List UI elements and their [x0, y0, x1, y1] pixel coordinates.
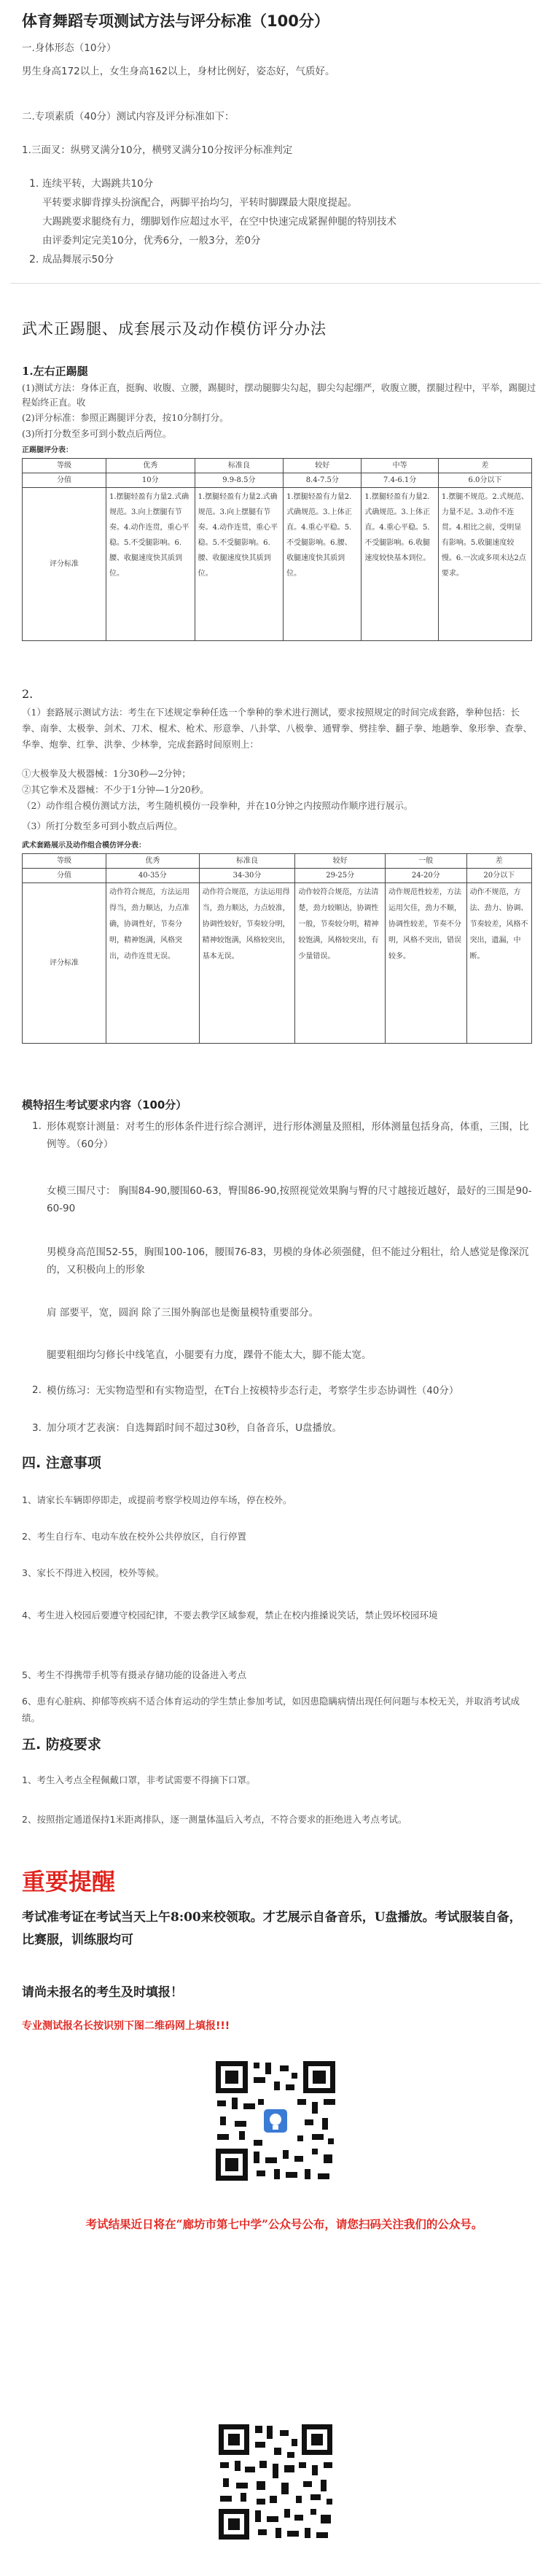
list-item: 成品舞展示50分 [42, 254, 114, 265]
table-cell: 9.9-8.5分 [195, 473, 284, 488]
section-1-body: 男生身高172以上，女生身高162以上，身材比例好，姿态好，气质好。 [22, 66, 335, 77]
section-4-number: 2. [22, 687, 34, 701]
list-item: 连续平转，大踢跳共10分 [42, 178, 154, 190]
table-header: 标准良 [195, 459, 284, 473]
table-cell: 1.摆腿轻盈有力量2.式确规范。3.向上摆腿有节奏。4.动作连贯，重心平稳。5.不受腿影响。6.腰、收腿速度快其质到位。 [195, 488, 284, 641]
important-note: 请尚未报名的考生及时填报！ [22, 1985, 183, 2000]
list-number: 1. [29, 178, 39, 190]
table-cell: 20分以下 [466, 869, 531, 883]
table-cell: 分值 [23, 869, 106, 883]
table-cell: 1.摆腿轻盈有力量2.式确规范。3.向上摆腿有节奏。4.动作连贯，重心平稳。5.不受腿影响。6.腰、收腿速度快其质到位。 [106, 488, 195, 641]
section-4-line: （2）动作组合模仿测试方法，考生随机模仿一段拳种，并在10分钟之内按照动作顺序进行展示。 [22, 800, 413, 811]
list-item: 形体观察计测量：对考生的形体条件进行综合测评，进行形体测量及照相，形体测量包括身高，体重，三围，比例等。（60分） [47, 1121, 529, 1150]
table-row [23, 854, 532, 869]
section-4-line: （3）所打分数至多可到小数点后两位。 [22, 820, 183, 831]
list-item: 大踢跳要求腿绕有力，绷脚划作应超过水平，在空中快速完成紧握伸腿的特别技术 [42, 216, 396, 228]
qr-code-icon[interactable] [210, 2055, 341, 2187]
section-4-line: （1）套路展示测试方法：考生在下述规定拳种任选一个拳种的拳术进行测试，要求按照规定的时间完成套路，拳种包括：长拳、南拳、太极拳、剑术、刀术、棍术、枪术、形意拳、八卦掌、八极拳、通臂拳、劈挂拳、翻子拳、地趟拳、象形拳、查拳、华拳、炮拳、红拳、洪拳、少林拳，完成套路时间原则上： [22, 707, 533, 750]
section-7-heading: 五. 防疫要求 [22, 1737, 101, 1753]
table-row [23, 459, 532, 473]
list-item: 女模三围尺寸： 胸围84-90,腰围60-63，臀围86-90,按照视觉效果胸与臀的尺寸越接近越好，最好的三围是90-60-90 [47, 1185, 532, 1214]
notice-item: 1、请家长车辆即停即走，或提前考察学校周边停车场，停在校外。 [22, 1494, 292, 1505]
section-5-heading: 模特招生考试要求内容（100分） [22, 1098, 187, 1112]
section-1-heading: 一.身体形态（10分） [22, 42, 117, 54]
table-header: 等级 [23, 459, 106, 473]
table-cell: 评分标准 [23, 488, 106, 641]
notice-item: 6、患有心脏病、抑郁等疾病不适合体育运动的学生禁止参加考试，如因患隐瞒病情出现任何问题与本校无关，并取消考试成绩。 [22, 1696, 520, 1723]
routine-score-table [22, 853, 532, 1044]
qr-code-icon [214, 2420, 337, 2544]
table-cell: 7.4-6.1分 [362, 473, 438, 488]
table-caption: 武术套路展示及动作组合模仿评分表： [22, 842, 146, 850]
list-number: 2. [32, 1384, 42, 1396]
table-header: 优秀 [106, 854, 200, 869]
table-cell: 29-25分 [295, 869, 386, 883]
list-item: 腿要粗细均匀修长中线笔直，小腿要有力度，踝骨不能太大，脚不能太宽。 [47, 1349, 372, 1361]
list-item: 男模身高范围52-55，胸围100-106，腰围76-83，男模的身体必须强健，但不能过分粗壮，给人感觉是像深沉的，又积极向上的形象 [47, 1246, 529, 1276]
section-3-title: 武术正踢腿、成套展示及动作模仿评分办法 [22, 320, 327, 338]
notice-item: 4、考生进入校园后要遵守校园纪律，不要去教学区域参观，禁止在校内推搡说笑话，禁止毁坏校园环境 [22, 1610, 438, 1621]
table-cell: 1.摆腿轻盈有力量2.式确规范。3.上体正直。4.重心平稳。5.不受腿影响。6.腰、收腿速度快其质到位。 [284, 488, 362, 641]
table-row [23, 488, 532, 641]
table-cell: 动作不规范，方法、劲力、协调、节奏较差，风格不突出，遗漏，中断。 [466, 883, 531, 1044]
list-item: 肩 部要平，宽，圆润 除了三围外胸部也是衡量模特重要部分。 [47, 1307, 319, 1319]
notice-item: 3、家长不得进入校园，校外等候。 [22, 1567, 165, 1578]
table-header: 差 [466, 854, 531, 869]
table-row [23, 473, 532, 488]
qr-code-icon[interactable] [214, 2420, 337, 2544]
epidemic-item: 2、按照指定通道保持1米距离排队，逐一测量体温后入考点，不符合要求的拒绝进入考点考试。 [22, 1814, 407, 1825]
table-cell: 10分 [106, 473, 195, 488]
section-6-heading: 四. 注意事项 [22, 1455, 101, 1471]
section-4-line: ②其它拳术及器械：不少于1分钟—1分20秒。 [22, 784, 209, 795]
section-3-line: (1)测试方法：身体正直，挺胸、收腹、立腰，踢腿时，摆动腿脚尖勾起，脚尖勾起绷严，收腹立腰，摆腿过程中，平举，踢腿过程始终正直。收 [22, 382, 536, 408]
table-header: 差 [438, 459, 531, 473]
table-cell: 分值 [23, 473, 106, 488]
section-2-heading: 二.专项素质（40分）测试内容及评分标准如下： [22, 111, 235, 123]
section-4-line: ①大极拳及大极器械：1分30秒—2分钟； [22, 768, 191, 779]
epidemic-item: 1、考生入考点全程佩戴口罩，非考试需要不得摘下口罩。 [22, 1774, 256, 1785]
qr-code-icon [210, 2055, 341, 2187]
divider [10, 283, 541, 284]
table-cell: 34-30分 [199, 869, 295, 883]
important-heading: 重要提醒 [22, 1868, 116, 1896]
section-3-line: (2)评分标准：参照正踢腿评分表，按10分制打分。 [22, 412, 229, 423]
kick-score-table [22, 458, 532, 641]
section-3-subheading: 1.左右正踢腿 [22, 365, 88, 378]
table-header: 中等 [362, 459, 438, 473]
table-caption: 正踢腿评分表： [22, 446, 73, 454]
table-row [23, 883, 532, 1044]
signup-prompt: 专业测试报名长按识别下图二维码网上填报!!! [22, 2020, 230, 2032]
list-item: 平转要求脚背撑头扮演配合，两脚平抬均匀，平转时脚踝最大限度提起。 [42, 197, 357, 209]
table-header: 标准良 [199, 854, 295, 869]
table-header: 一般 [386, 854, 467, 869]
important-body: 考试准考证在考试当天上午8:00来校领取。才艺展示自备音乐，U盘播放。考试服装自备，比赛服，训练服均可 [22, 1910, 522, 1948]
section-3-line: (3)所打分数至多可到小数点后两位。 [22, 428, 172, 439]
table-cell: 评分标准 [23, 883, 106, 1044]
table-header: 优秀 [106, 459, 195, 473]
table-cell: 24-20分 [386, 869, 467, 883]
notice-item: 2、考生自行车、电动车放在校外公共停放区，自行停置 [22, 1531, 246, 1542]
section-2-line1: 1.三面叉：纵劈叉满分10分，横劈叉满分10分按评分标准判定 [22, 144, 293, 156]
table-cell: 40-35分 [106, 869, 200, 883]
list-item: 由评委判定完美10分，优秀6分，一般3分，差0分 [42, 235, 261, 247]
table-cell: 动作较符合规范，方法清楚，劲力较顺达，协调性一般，节奏较分明，精神较饱满，风格较突出，有少量错误。 [295, 883, 386, 1044]
table-cell: 8.4-7.5分 [284, 473, 362, 488]
list-number: 3. [32, 1422, 42, 1434]
table-cell: 动作符合规范，方法运用得当，劲力顺达，力点准确，协调性好，节奏分明，精神饱满，风格突出，动作连贯无误。 [106, 883, 200, 1044]
table-header: 较好 [284, 459, 362, 473]
list-item: 加分项才艺表演：自选舞蹈时间不超过30秒，自备音乐，U盘播放。 [47, 1422, 343, 1434]
result-notice: 考试结果近日将在“廊坊市第七中学”公众号公布，请您扫码关注我们的公众号。 [85, 2217, 483, 2231]
table-cell: 动作符合规范，方法运用得当，劲力顺达，力点较准，协调性较好，节奏较分明，精神较饱满，风格较突出，基本无误。 [199, 883, 295, 1044]
table-header: 等级 [23, 854, 106, 869]
table-header: 较好 [295, 854, 386, 869]
table-cell: 1.摆腿轻盈有力量2.式确规范。3.上体正直。4.重心平稳。5.不受腿影响。6.收腿速度较快基本到位。 [362, 488, 438, 641]
page-title: 体育舞蹈专项测试方法与评分标准（100分） [22, 12, 329, 30]
table-row [23, 869, 532, 883]
list-number: 1. [32, 1120, 42, 1132]
table-cell: 1.摆腿不规范。2.式规范、力量不足。3.动作不连贯。4.相比之前，受明显有影响。5.收腿速度较慢。6.一次或多项未达2点要求。 [438, 488, 531, 641]
table-cell: 6.0分以下 [438, 473, 531, 488]
list-item: 模仿练习：无实物造型和有实物造型，在T台上按模特步态行走，考察学生步态协调性（40分） [47, 1385, 459, 1397]
list-number: 2. [29, 254, 39, 265]
notice-item: 5、考生不得携带手机等有摄录存储功能的设备进入考点 [22, 1669, 246, 1680]
table-cell: 动作规范性较差，方法运用欠佳，劲力不顺，协调性较差，节奏不分明，风格不突出，错误较多。 [386, 883, 467, 1044]
